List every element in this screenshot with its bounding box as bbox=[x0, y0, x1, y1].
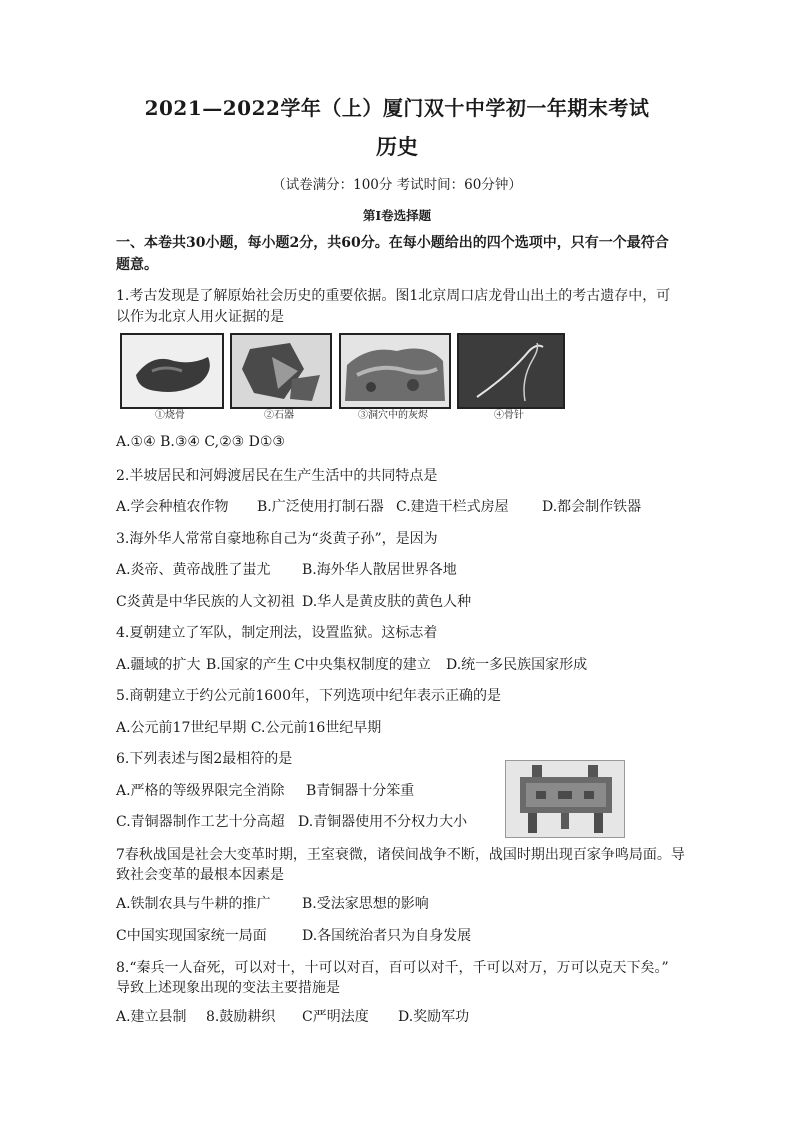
exam-title: 2021—2022学年（上）厦门双十中学初一年期末考试 bbox=[144, 96, 650, 120]
q3-stem: 3.海外华人常常自豪地称自己为“炎黄子孙”，是因为 bbox=[116, 531, 438, 547]
q8-option-a: A.建立县制 bbox=[116, 1009, 187, 1025]
bronze-ding-image bbox=[506, 761, 624, 837]
caption-3: ③洞穴中的灰烬 bbox=[358, 410, 428, 421]
stone-tool-image bbox=[232, 335, 330, 407]
q2-option-a: A.学会种植农作物 bbox=[116, 499, 229, 515]
ash-photo bbox=[339, 333, 451, 409]
figure-1-strip bbox=[120, 333, 565, 421]
q3-option-d: D.华人是黄皮肤的黄色人种 bbox=[302, 594, 472, 610]
stone-tool-photo bbox=[230, 333, 332, 409]
q4-option-b: B.国家的产生 bbox=[206, 657, 291, 673]
q3-option-c: C炎黄是中华民族的人文初祖 bbox=[116, 594, 295, 610]
q4-option-d: D.统一多民族国家形成 bbox=[446, 657, 588, 673]
q1-stem-line2: 以作为北京人用火证据的是 bbox=[116, 309, 284, 325]
q5-stem: 5.商朝建立于约公元前1600年，下列选项中纪年表示正确的是 bbox=[116, 688, 501, 704]
q1-stem-line1: 1.考古发现是了解原始社会历史的重要依据。图1北京周口店龙骨山出土的考古遗存中，可 bbox=[116, 288, 671, 304]
q7-stem-line2: 致社会变革的最根本因素是 bbox=[116, 867, 284, 883]
q3-option-b: B.海外华人散居世界各地 bbox=[302, 562, 457, 578]
burnt-bone-image bbox=[122, 335, 222, 407]
q8-stem-line1: 8.“秦兵一人奋死，可以对十，十可以对百，百可以对千，千可以对万，万可以克天下矣。” bbox=[116, 960, 669, 976]
caption-4: ④骨针 bbox=[494, 410, 524, 421]
q4-stem: 4.夏朝建立了军队，制定刑法，设置监狱。这标志着 bbox=[116, 625, 438, 641]
q8-stem-line2: 导致上述现象出现的变法主要措施是 bbox=[116, 980, 340, 996]
q6-stem: 6.下列表述与图2最相符的是 bbox=[116, 751, 293, 767]
q4-option-c: C中央集权制度的建立 bbox=[294, 657, 431, 673]
figure-2-bronze-ding bbox=[505, 760, 625, 838]
q2-option-b: B.广泛使用打制石器 bbox=[257, 499, 384, 515]
q7-option-c: C中国实现国家统一局面 bbox=[116, 928, 267, 944]
q1-options: A.①④ B.③④ C,②③ D①③ bbox=[116, 434, 285, 450]
q8-option-b: 8.鼓励耕织 bbox=[206, 1009, 276, 1025]
q7-option-a: A.铁制农具与牛耕的推广 bbox=[116, 896, 271, 912]
bone-needle-image bbox=[459, 335, 563, 407]
caption-1: ①烧骨 bbox=[155, 410, 185, 421]
q2-stem: 2.半坡居民和河姆渡居民在生产生活中的共同特点是 bbox=[116, 468, 438, 484]
exam-meta: （试卷满分：100分 考试时间：60分钟） bbox=[272, 177, 522, 193]
q2-option-c: C.建造干栏式房屋 bbox=[396, 499, 509, 515]
q7-stem-line1: 7春秋战国是社会大变革时期，王室衰微，诸侯间战争不断，战国时期出现百家争鸣局面。导 bbox=[116, 847, 685, 863]
q3-option-a: A.炎帝、黄帝战胜了蚩尤 bbox=[116, 562, 271, 578]
q4-option-a: A.疆域的扩大 bbox=[116, 657, 201, 673]
q6-option-c: C.青铜器制作工艺十分高超 bbox=[116, 814, 285, 830]
q2-option-d: D.都会制作铁器 bbox=[542, 499, 642, 515]
section-title: 第Ⅰ卷选择题 bbox=[362, 208, 432, 223]
q5-options: A.公元前17世纪早期 C.公元前16世纪早期 bbox=[116, 720, 382, 736]
q6-option-d: D.青铜器使用不分权力大小 bbox=[298, 814, 468, 830]
q6-option-b: B青铜器十分笨重 bbox=[306, 783, 415, 799]
q6-option-a: A.严格的等级界限完全消除 bbox=[116, 783, 285, 799]
q7-option-d: D.各国统治者只为自身发展 bbox=[302, 928, 472, 944]
caption-2: ②石器 bbox=[264, 410, 294, 421]
subject-title: 历史 bbox=[376, 134, 418, 159]
instructions: 一、本卷共30小题，每小题2分，共60分。在每小题给出的四个选项中，只有一个最符合题意。 bbox=[116, 235, 669, 273]
bone-needle-photo bbox=[457, 333, 565, 409]
burnt-bone-photo bbox=[120, 333, 224, 409]
q7-option-b: B.受法家思想的影响 bbox=[302, 896, 429, 912]
q8-option-c: C严明法度 bbox=[302, 1009, 369, 1025]
ash-image bbox=[341, 335, 449, 407]
q8-option-d: D.奖励军功 bbox=[398, 1009, 470, 1025]
